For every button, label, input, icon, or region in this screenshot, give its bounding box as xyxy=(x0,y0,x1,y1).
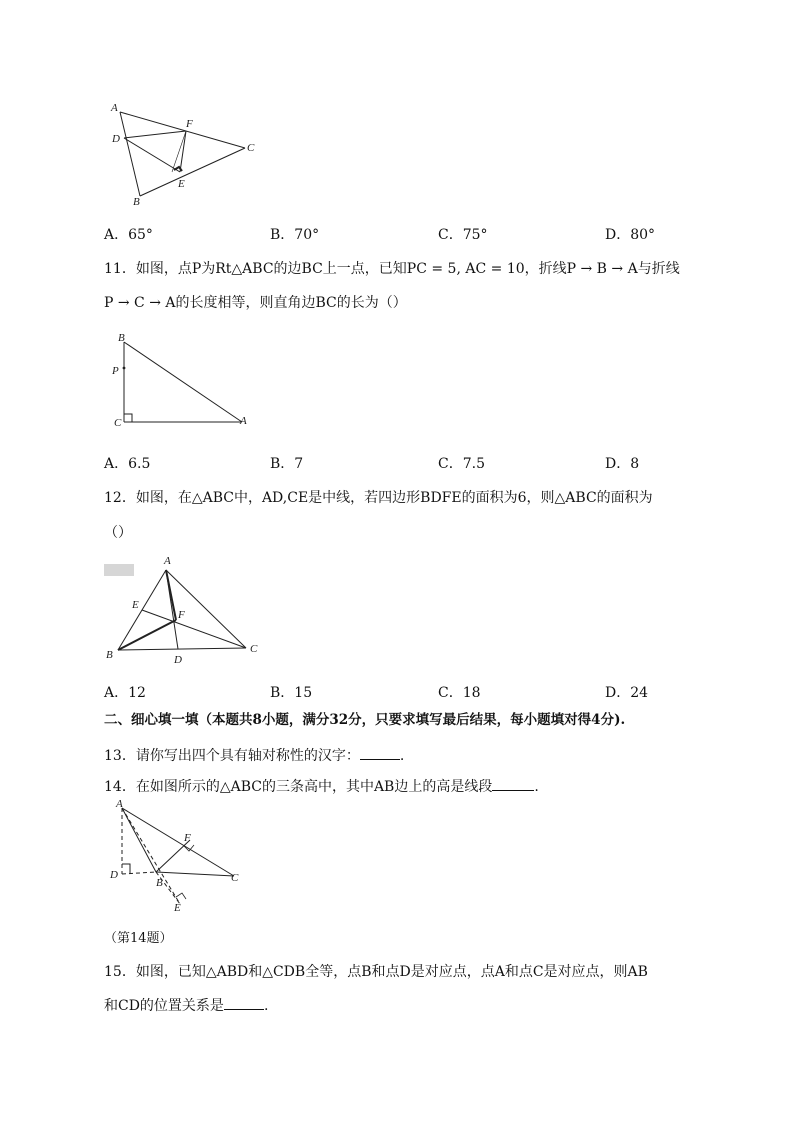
q10-options xyxy=(104,224,704,242)
q13-end: . xyxy=(399,748,405,764)
q15-end: . xyxy=(263,998,269,1014)
fig14-label-d: D xyxy=(110,869,118,881)
fig12-label-d: D xyxy=(174,654,182,666)
q10-option-b[interactable]: B．70° xyxy=(270,227,320,243)
fig10-label-d: D xyxy=(112,133,120,145)
q11-line-2: P → C → A的长度相等，则直角边BC的长为（） xyxy=(104,295,407,311)
fig14-label-a: A xyxy=(116,798,123,810)
section-2-heading: 二、细心填一填（本题共8小题，满分32分，只要求填写最后结果，每小题填对得4分). xyxy=(104,712,626,728)
fig11-label-c: C xyxy=(114,417,122,429)
smudge-mark xyxy=(104,564,134,576)
q12-line-1: 12．如图，在△ABC中，AD,CE是中线，若四边形BDFE的面积为6，则△ABC的面积为 xyxy=(104,490,653,506)
q15-line-2 xyxy=(104,995,268,1015)
fig14-label-e: E xyxy=(174,902,181,914)
q15-answer-blank[interactable] xyxy=(224,995,264,1010)
fig10-label-b: B xyxy=(133,196,140,208)
q13-answer-blank[interactable] xyxy=(360,745,400,760)
q10-option-c[interactable]: C．75° xyxy=(438,227,488,243)
q12-option-d[interactable]: D．24 xyxy=(605,685,649,701)
q12-option-c[interactable]: C．18 xyxy=(438,685,481,701)
fig10-label-c: C xyxy=(247,142,255,154)
figure-q14 xyxy=(104,796,254,920)
q12-options xyxy=(104,682,704,700)
fig10-label-a: A xyxy=(111,102,118,114)
fig14-label-f: F xyxy=(184,832,191,844)
fig11-label-a: A xyxy=(240,415,247,427)
q12-option-a[interactable]: A．12 xyxy=(104,685,146,701)
fig12-label-b: B xyxy=(106,649,113,661)
fig11-label-p: P xyxy=(112,365,119,377)
q11-options xyxy=(104,453,704,471)
q14-end: . xyxy=(534,779,539,795)
q14-line xyxy=(104,776,539,796)
q11-option-a[interactable]: A．6.5 xyxy=(104,456,151,472)
figure-q10 xyxy=(100,100,270,210)
fig12-label-c: C xyxy=(250,643,258,655)
fig12-label-e: E xyxy=(132,599,139,611)
q11-option-d[interactable]: D．8 xyxy=(605,456,640,472)
fig10-label-f: F xyxy=(186,118,193,130)
q15-line-2-text: 和CD的位置关系是 xyxy=(104,998,224,1014)
fig11-label-b: B xyxy=(118,332,125,344)
figure-q12 xyxy=(100,552,270,670)
q12-option-b[interactable]: B．15 xyxy=(270,685,313,701)
fig12-label-a: A xyxy=(164,555,171,567)
q10-option-a[interactable]: A．65° xyxy=(104,227,153,243)
fig10-label-e: E xyxy=(178,178,185,190)
q10-option-d[interactable]: D．80° xyxy=(605,227,656,243)
q11-option-c[interactable]: C．7.5 xyxy=(438,456,485,472)
q13-line xyxy=(104,745,404,765)
q14-text: 14．在如图所示的△ABC的三条高中，其中AB边上的高是线段 xyxy=(104,779,493,795)
figure-q11 xyxy=(104,328,264,432)
fig12-label-f: F xyxy=(178,609,185,621)
q11-option-b[interactable]: B．7 xyxy=(270,456,304,472)
fig14-label-c: C xyxy=(231,872,239,884)
q11-line-1: 11．如图，点P为Rt△ABC的边BC上一点，已知PC = 5, AC = 10，折线P → B → A与折线 xyxy=(104,261,680,277)
q13-text: 13．请你写出四个具有轴对称性的汉字： xyxy=(104,748,360,764)
q14-answer-blank[interactable] xyxy=(492,776,534,791)
fig14-label-b: B xyxy=(156,877,163,889)
q15-line-1: 15．如图，已知△ABD和△CDB全等，点B和点D是对应点，点A和点C是对应点，则AB xyxy=(104,964,648,980)
q12-line-2: （） xyxy=(104,525,132,541)
q14-figure-caption: （第14题） xyxy=(104,931,173,946)
